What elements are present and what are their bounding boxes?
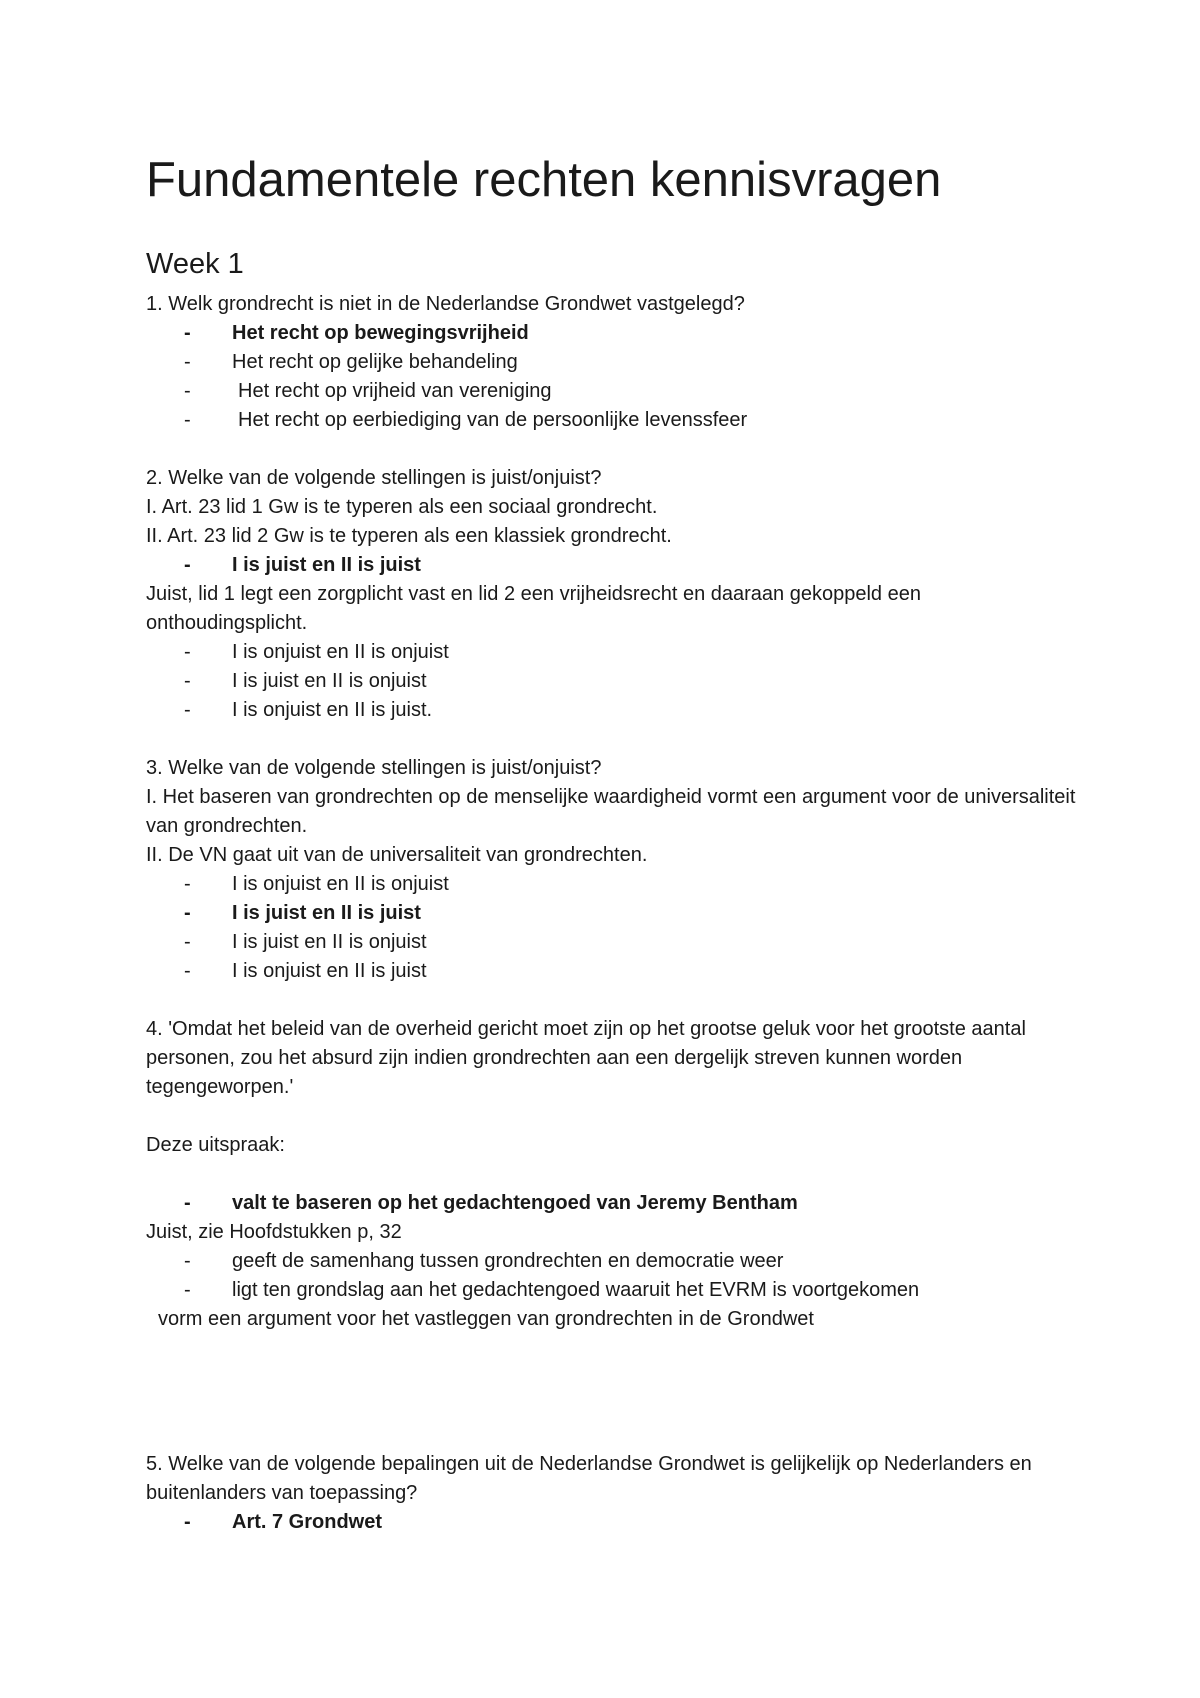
option-label: I is juist en II is onjuist	[232, 931, 427, 953]
dash-bullet: -	[184, 351, 191, 373]
question-3-text: 3. Welke van de volgende stellingen is juist/onjuist?	[146, 757, 602, 779]
dash-bullet: -	[184, 1250, 191, 1272]
spacer	[146, 1334, 1086, 1450]
spacer	[146, 435, 1086, 464]
dash-bullet: -	[184, 554, 191, 576]
option-label: I is juist en II is juist	[232, 902, 421, 924]
question-1	[146, 290, 1086, 435]
option-label: Het recht op bewegingsvrijheid	[232, 322, 529, 344]
question-4-explanation: Juist, zie Hoofdstukken p, 32	[146, 1221, 402, 1243]
question-3-statement-2: II. De VN gaat uit van de universaliteit van grondrechten.	[146, 844, 648, 866]
question-3-statement-1: I. Het baseren van grondrechten op de menselijke waardigheid vormt een argument voor de universaliteit van grondrechten.	[146, 786, 1076, 837]
option-label: Het recht op vrijheid van vereniging	[238, 380, 552, 402]
option-label: Het recht op eerbiediging van de persoonlijke levenssfeer	[238, 409, 748, 431]
dash-bullet: -	[184, 1511, 191, 1533]
question-4-trailing-option: vorm een argument voor het vastleggen van grondrechten in de Grondwet	[158, 1308, 814, 1330]
dash-bullet: -	[184, 380, 191, 402]
dash-bullet: -	[184, 931, 191, 953]
question-3	[146, 754, 1086, 986]
option-label: ligt ten grondslag aan het gedachtengoed waaruit het EVRM is voortgekomen	[232, 1279, 920, 1301]
question-4-option-answer	[146, 1189, 1086, 1218]
question-5-text: 5. Welke van de volgende bepalingen uit de Nederlandse Grondwet is gelijkelijk op Nederlanders en buitenlanders van toepassing?	[146, 1453, 1032, 1504]
option-label: geeft de samenhang tussen grondrechten en democratie weer	[232, 1250, 784, 1272]
option-label: I is onjuist en II is juist	[232, 960, 427, 982]
option-label: I is onjuist en II is juist.	[232, 699, 433, 721]
question-2-text: 2. Welke van de volgende stellingen is juist/onjuist?	[146, 467, 602, 489]
option-label: Het recht op gelijke behandeling	[232, 351, 518, 373]
spacer	[146, 1102, 1086, 1131]
question-5	[146, 1450, 1086, 1537]
dash-bullet: -	[184, 699, 191, 721]
dash-bullet: -	[184, 1192, 191, 1214]
question-2-explanation: Juist, lid 1 legt een zorgplicht vast en lid 2 een vrijheidsrecht en daaraan gekoppeld een onthoudingsplicht.	[146, 583, 921, 634]
option-label: I is juist en II is onjuist	[232, 670, 427, 692]
question-2-option	[146, 638, 1086, 667]
question-4	[146, 1015, 1086, 1334]
question-1-option	[146, 406, 1086, 435]
document-title: Fundamentele rechten kennisvragen	[146, 153, 942, 207]
question-3-option	[146, 870, 1086, 899]
question-1-text: 1. Welk grondrecht is niet in de Nederlandse Grondwet vastgelegd?	[146, 293, 745, 315]
question-2-statement-1: I. Art. 23 lid 1 Gw is te typeren als een sociaal grondrecht.	[146, 496, 658, 518]
question-3-option-answer	[146, 899, 1086, 928]
question-3-option	[146, 957, 1086, 986]
question-3-option	[146, 928, 1086, 957]
dash-bullet: -	[184, 1279, 191, 1301]
option-label: I is juist en II is juist	[232, 554, 421, 576]
spacer	[146, 725, 1086, 754]
spacer	[146, 986, 1086, 1015]
dash-bullet: -	[184, 409, 191, 431]
option-label: I is onjuist en II is onjuist	[232, 641, 449, 663]
question-4-option	[146, 1247, 1086, 1276]
dash-bullet: -	[184, 641, 191, 663]
option-label: I is onjuist en II is onjuist	[232, 873, 449, 895]
question-1-option	[146, 377, 1086, 406]
question-2	[146, 464, 1086, 725]
spacer	[146, 1160, 1086, 1189]
question-4-quote: 4. 'Omdat het beleid van de overheid gericht moet zijn op het grootse geluk voor het grootste aantal personen, zou het absurd zijn indien grondrechten aan een dergelijk streven kunnen worden tegengeworpen.'	[146, 1018, 1026, 1098]
dash-bullet: -	[184, 960, 191, 982]
dash-bullet: -	[184, 873, 191, 895]
dash-bullet: -	[184, 670, 191, 692]
question-4-option	[146, 1276, 1086, 1305]
question-2-option-answer	[146, 551, 1086, 580]
question-1-option	[146, 348, 1086, 377]
question-2-option	[146, 696, 1086, 725]
dash-bullet: -	[184, 322, 191, 344]
option-label: valt te baseren op het gedachtengoed van Jeremy Bentham	[232, 1192, 798, 1214]
document-content	[146, 150, 1086, 1537]
question-1-option-answer	[146, 319, 1086, 348]
question-2-option	[146, 667, 1086, 696]
question-4-lead: Deze uitspraak:	[146, 1134, 285, 1156]
section-heading-week: Week 1	[146, 248, 244, 280]
question-5-option-answer	[146, 1508, 1086, 1537]
option-label: Art. 7 Grondwet	[232, 1511, 383, 1533]
question-2-statement-2: II. Art. 23 lid 2 Gw is te typeren als een klassiek grondrecht.	[146, 525, 672, 547]
dash-bullet: -	[184, 902, 191, 924]
